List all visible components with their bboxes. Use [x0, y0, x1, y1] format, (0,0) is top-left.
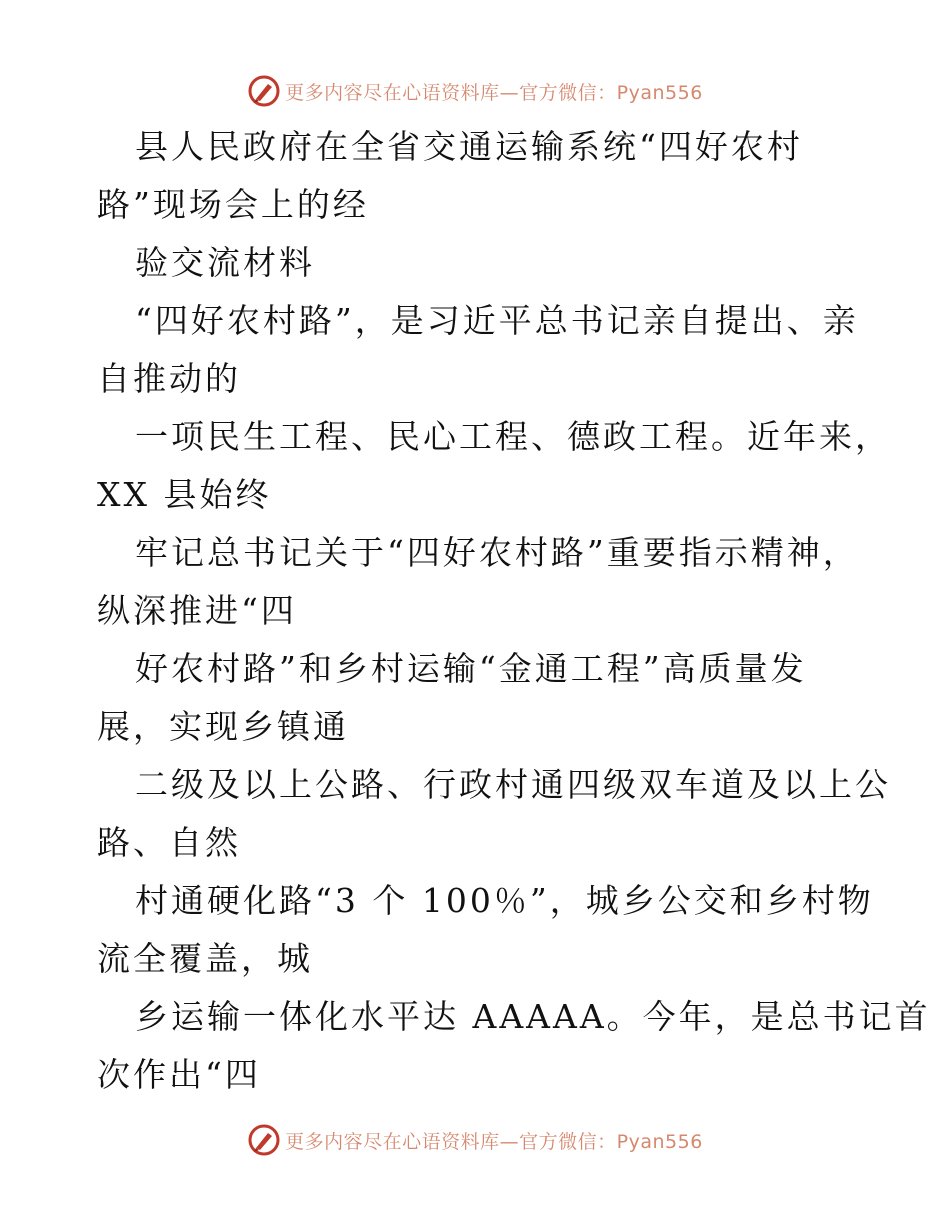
- watermark-banner-top: [0, 71, 950, 111]
- text-line: 流全覆盖，城: [97, 939, 313, 978]
- watermark-text: 更多内容尽在心语资料库—官方微信：Pyan556: [285, 1130, 703, 1153]
- text-line: 二级及以上公路、行政村通四级双车道及以上公: [135, 765, 891, 804]
- text-line: XX 县始终: [97, 475, 272, 514]
- text-line: 一项民生工程、民心工程、德政工程。近年来，: [135, 417, 891, 456]
- pen-logo-icon: [247, 74, 281, 108]
- text-line: 展，实现乡镇通: [97, 707, 349, 746]
- text-line: 次作出“四: [97, 1055, 261, 1094]
- pen-logo-icon: [247, 1123, 281, 1157]
- text-line: 路、自然: [97, 823, 241, 862]
- text-line: 好农村路”和乡村运输“金通工程”高质量发: [135, 649, 807, 688]
- text-line: 路”现场会上的经: [97, 185, 369, 224]
- text-line: “四好农村路”，是习近平总书记亲自提出、亲: [135, 301, 859, 340]
- text-line: 牢记总书记关于“四好农村路”重要指示精神，: [135, 533, 859, 572]
- text-line: 乡运输一体化水平达 AAAAA。今年，是总书记首: [135, 997, 931, 1036]
- watermark-banner-bottom: [0, 1120, 950, 1160]
- text-line: 县人民政府在全省交通运输系统“四好农村: [135, 127, 803, 166]
- text-line: 村通硬化路“3 个 100％”，城乡公交和乡村物: [135, 881, 874, 920]
- text-line: 纵深推进“四: [97, 591, 297, 630]
- watermark-text: 更多内容尽在心语资料库—官方微信：Pyan556: [285, 81, 703, 104]
- text-line: 自推动的: [97, 359, 241, 398]
- text-line: 验交流材料: [135, 243, 315, 282]
